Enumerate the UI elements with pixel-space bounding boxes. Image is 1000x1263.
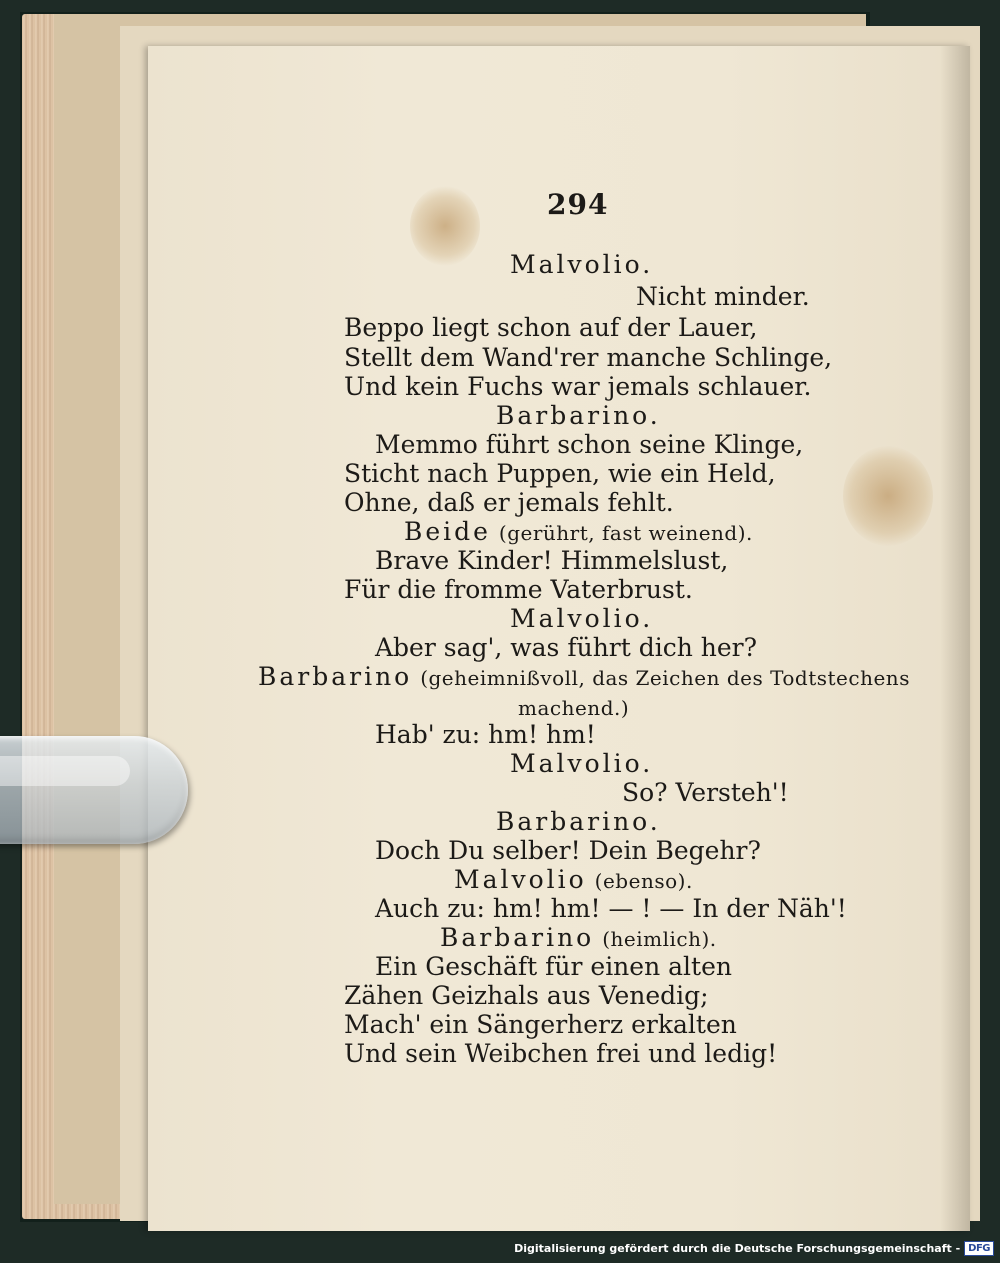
verse-line: Memmo führt schon seine Klinge, <box>375 430 804 459</box>
credit-text: Digitalisierung gefördert durch die Deutsche Forschungsgemeinschaft - <box>514 1241 961 1255</box>
verse-line: Doch Du selber! Dein Begehr? <box>375 836 761 865</box>
verse-line: Ohne, daß er jemals fehlt. <box>344 488 674 517</box>
stage-direction: (ebenso). <box>594 869 693 893</box>
speaker-beide <box>404 517 753 548</box>
stage-direction: (geheimnißvoll, das Zeichen des Todtstechens <box>420 666 910 690</box>
page-number: 294 <box>547 188 609 221</box>
speaker-malvolio <box>454 865 693 896</box>
page-gutter <box>940 46 970 1231</box>
stage-direction: (heimlich). <box>602 927 717 951</box>
verse-line: So? Versteh'! <box>622 778 789 807</box>
plastic-clip <box>0 736 188 844</box>
verse-line: Stellt dem Wand'rer manche Schlinge, <box>344 343 833 372</box>
verse-line: Hab' zu: hm! hm! <box>375 720 596 749</box>
verse-line: Aber sag', was führt dich her? <box>375 633 758 662</box>
speaker-barbarino: Barbarino. <box>496 807 661 836</box>
paper-stain <box>410 186 480 266</box>
speaker-barbarino: Barbarino. <box>496 401 661 430</box>
stage-direction: (gerührt, fast weinend). <box>498 521 753 545</box>
verse-line: Auch zu: hm! hm! — ! — In der Näh'! <box>375 894 847 923</box>
speaker-name: Beide <box>404 517 491 546</box>
verse-line: Und kein Fuchs war jemals schlauer. <box>344 372 812 401</box>
dfg-logo: DFG <box>964 1241 994 1256</box>
paper-stain <box>843 446 933 546</box>
verse-line: Nicht minder. <box>636 282 810 311</box>
verse-line: Und sein Weibchen frei und ledig! <box>344 1039 778 1068</box>
verse-line: Für die fromme Vaterbrust. <box>344 575 693 604</box>
clip-highlight <box>0 756 130 786</box>
speaker-barbarino <box>258 662 910 693</box>
speaker-malvolio: Malvolio. <box>510 604 654 633</box>
verse-line: Beppo liegt schon auf der Lauer, <box>344 313 758 342</box>
verse-line: Zähen Geizhals aus Venedig; <box>344 981 709 1010</box>
verse-line: Mach' ein Sängerherz erkalten <box>344 1010 737 1039</box>
stage-direction: machend.) <box>518 696 630 720</box>
verse-line: Brave Kinder! Himmelslust, <box>375 546 729 575</box>
speaker-malvolio: Malvolio. <box>510 749 654 778</box>
speaker-barbarino <box>440 923 717 954</box>
verse-line: Ein Geschäft für einen alten <box>375 952 732 981</box>
speaker-name: Barbarino <box>258 662 413 691</box>
digitization-credit <box>514 1239 994 1257</box>
verse-line: Sticht nach Puppen, wie ein Held, <box>344 459 776 488</box>
speaker-name: Barbarino <box>440 923 595 952</box>
speaker-malvolio: Malvolio. <box>510 250 654 279</box>
speaker-name: Malvolio <box>454 865 587 894</box>
